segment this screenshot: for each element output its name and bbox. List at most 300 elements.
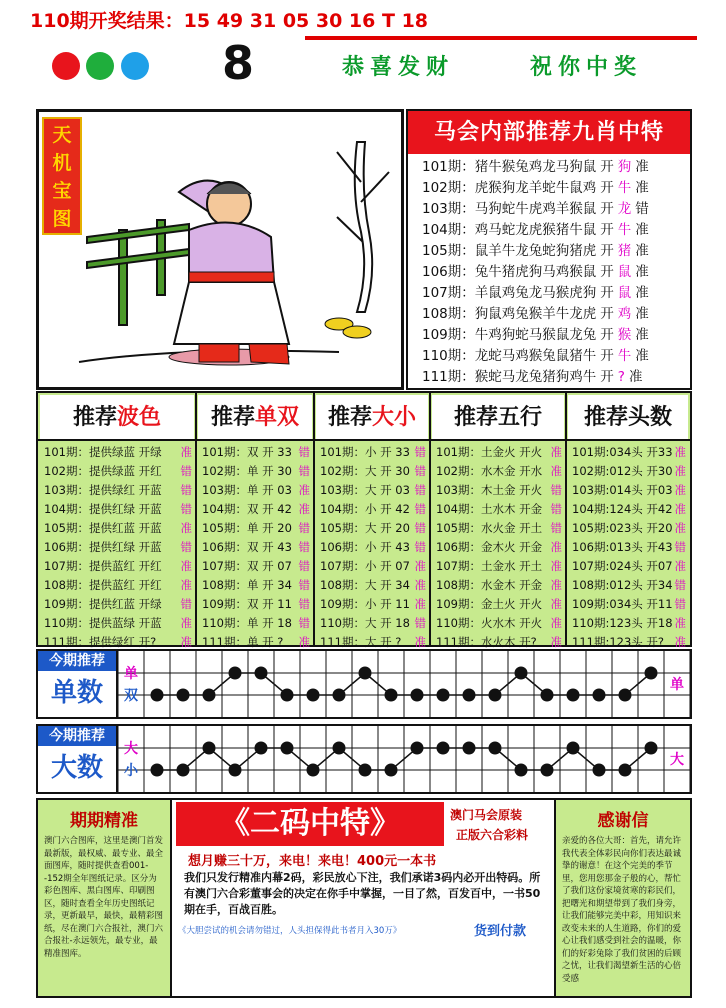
nine-open: 开 — [600, 222, 614, 238]
trend-point — [203, 689, 216, 702]
col-row — [44, 557, 192, 576]
col-row-result: 准 — [180, 635, 192, 649]
col-row-text: 103期:014头 开03 — [572, 483, 673, 497]
col-row-text: 106期：小 开 43 — [320, 540, 410, 554]
col-row — [436, 519, 562, 538]
col-row-result: 错 — [414, 464, 426, 478]
col-row-result: 错 — [298, 578, 310, 592]
col-row-result: 准 — [180, 559, 192, 573]
trend-point — [151, 689, 164, 702]
col-header-prefix: 推荐 — [453, 404, 498, 430]
col-row-result: 错 — [298, 464, 310, 478]
nine-zodiac-row — [422, 304, 649, 325]
col-row-text: 108期：提供蓝红 开红 — [44, 578, 162, 592]
col-row-result: 错 — [180, 483, 192, 497]
nine-res: 准 — [628, 369, 643, 385]
nine-animals: 羊鼠鸡兔龙马猴虎狗 — [474, 285, 597, 301]
trend-point — [645, 742, 658, 755]
trend-point — [385, 764, 398, 777]
nine-hit: 牛 — [617, 180, 632, 196]
col-row — [202, 614, 310, 633]
col-row-result: 准 — [550, 616, 562, 630]
trend-point — [229, 667, 242, 680]
col-row — [202, 595, 310, 614]
ad-right-panel — [554, 800, 690, 996]
col-header-4 — [568, 395, 688, 439]
col-row — [320, 614, 426, 633]
col-row-result: 错 — [180, 464, 192, 478]
nine-open: 开 — [600, 285, 614, 301]
nine-hit: 牛 — [617, 222, 632, 238]
nine-zodiac-title: 马会内部推荐九肖中特 — [408, 111, 690, 154]
trend-top-label: 单 — [124, 666, 138, 682]
col-row-result: 错 — [550, 483, 562, 497]
col-row-result: 错 — [550, 521, 562, 535]
slogan-left: 恭喜发财 — [342, 54, 455, 80]
nine-issue: 109期： — [422, 327, 475, 343]
trend-point — [333, 689, 346, 702]
nine-zodiac-row — [422, 262, 649, 283]
ad-body: 我们只发行精准内幕2码，彩民放心下注，我们承诺3码内必开出特码。所有澳门六合彩董事会的决定在你手中掌握，一目了然，百发百中，一书50期在手，百战百胜。 — [184, 871, 541, 916]
col-row-result: 准 — [674, 445, 686, 459]
col-row-text: 101期：土金火 开火 — [436, 445, 543, 459]
col-row-text: 108期:012头 开34 — [572, 578, 673, 592]
col-row-result: 错 — [414, 616, 426, 630]
col-row — [202, 576, 310, 595]
col-header-prefix: 推荐 — [72, 404, 117, 430]
col-row — [320, 538, 426, 557]
recommend-table — [36, 391, 692, 647]
col-row-result: 错 — [298, 597, 310, 611]
col-row — [436, 557, 562, 576]
col-row-result: 错 — [180, 502, 192, 516]
col-row-result: 错 — [674, 578, 686, 592]
col-row-text: 111期：单 开 ? — [202, 635, 284, 649]
col-row — [436, 595, 562, 614]
col-row-text: 101期：提供绿蓝 开绿 — [44, 445, 162, 459]
col-row — [202, 481, 310, 500]
nine-open: 开 — [600, 369, 614, 385]
col-row-result: 错 — [674, 540, 686, 554]
col-row-result: 错 — [414, 502, 426, 516]
col-row-result: 准 — [674, 559, 686, 573]
nine-open: 开 — [600, 264, 614, 280]
col-row-result: 错 — [674, 597, 686, 611]
col-row — [202, 500, 310, 519]
trend-point — [255, 667, 268, 680]
col-row — [320, 500, 426, 519]
nine-animals: 鼠羊牛龙兔蛇狗猪虎 — [474, 243, 597, 259]
trend-point — [463, 689, 476, 702]
col-header-key: 波色 — [117, 404, 162, 430]
trend-point — [489, 689, 502, 702]
trend-label-main: 大数 — [50, 753, 103, 783]
col-row-result: 准 — [550, 578, 562, 592]
trend-point — [411, 689, 424, 702]
col-row-text: 104期：双 开 42 — [202, 502, 292, 516]
col-row-result: 准 — [298, 483, 310, 497]
trend-point — [645, 667, 658, 680]
trend-point — [255, 742, 268, 755]
col-row-result: 准 — [298, 502, 310, 516]
nine-res: 准 — [635, 222, 649, 238]
col-row — [572, 443, 686, 462]
col-row-text: 102期:012头 开30 — [572, 464, 673, 478]
trend-point — [515, 667, 528, 680]
col-row-text: 105期：大 开 20 — [320, 521, 410, 535]
col-row-text: 102期：水木金 开水 — [436, 464, 543, 478]
nine-animals: 鸡马蛇龙虎猴猪牛鼠 — [474, 222, 597, 238]
col-row-text: 111期：大 开 ? — [320, 635, 402, 649]
col-row-text: 105期：水火金 开土 — [436, 521, 543, 535]
col-row — [572, 519, 686, 538]
ad-section — [36, 798, 692, 998]
nine-hit: 猪 — [617, 243, 632, 259]
trend-bottom-label: 双 — [124, 688, 138, 704]
col-row — [320, 519, 426, 538]
odd-even-trend — [36, 649, 692, 719]
col-header-prefix: 推荐 — [583, 404, 628, 430]
trend-bottom-label: 小 — [124, 763, 138, 779]
col-row-text: 108期：大 开 34 — [320, 578, 410, 592]
ad-left-panel — [38, 800, 172, 996]
trend-point — [307, 764, 320, 777]
ad-sub1: 澳门马会原装 — [450, 808, 523, 822]
trend-point — [567, 742, 580, 755]
trend-point — [307, 689, 320, 702]
col-header-3 — [432, 395, 564, 439]
trend-point — [463, 742, 476, 755]
ad-pay: 货到付款 — [474, 924, 527, 939]
trend-point — [281, 742, 294, 755]
col-header-key: 五行 — [498, 404, 543, 430]
col-row-text: 105期：提供红蓝 开蓝 — [44, 521, 162, 535]
red-ball-icon — [52, 52, 80, 80]
col-row — [436, 614, 562, 633]
trend-point — [541, 689, 554, 702]
col-row-text: 107期:024头 开07 — [572, 559, 673, 573]
trend-point — [541, 764, 554, 777]
col-divider — [313, 393, 315, 645]
col-row-result: 准 — [298, 635, 310, 649]
col-row-text: 110期：提供蓝绿 开蓝 — [44, 616, 162, 630]
col-row — [572, 481, 686, 500]
green-ball-icon — [86, 52, 114, 80]
col-row — [572, 462, 686, 481]
nine-issue: 104期： — [422, 222, 475, 238]
trend-point — [177, 689, 190, 702]
nine-res: 准 — [635, 264, 649, 280]
col-row — [202, 538, 310, 557]
col-row-text: 103期：大 开 03 — [320, 483, 410, 497]
nine-zodiac-row — [422, 346, 649, 367]
illustration-image — [39, 112, 401, 387]
trend-point — [177, 764, 190, 777]
col-divider — [429, 393, 431, 645]
col-row-text: 106期：提供红绿 开蓝 — [44, 540, 162, 554]
col-row — [436, 538, 562, 557]
nine-issue: 101期： — [422, 159, 475, 175]
col-row-text: 109期：金土火 开火 — [436, 597, 543, 611]
col-row-text: 110期:123头 开18 — [572, 616, 673, 630]
slogan-right: 祝你中奖 — [530, 54, 643, 80]
nine-animals: 龙蛇马鸡猴兔鼠猪牛 — [474, 348, 597, 364]
nine-animals: 猴蛇马龙兔猪狗鸡牛 — [474, 369, 597, 385]
col-row-text: 104期：提供红绿 开蓝 — [44, 502, 162, 516]
nine-hit: 狗 — [617, 159, 632, 175]
big-small-trend — [36, 724, 692, 794]
col-row-result: 错 — [550, 502, 562, 516]
col-header-key: 大小 — [372, 404, 417, 430]
trend-point — [203, 742, 216, 755]
nine-open: 开 — [600, 348, 614, 364]
nine-animals: 牛鸡狗蛇马猴鼠龙兔 — [474, 327, 597, 343]
col-row-result: 准 — [180, 578, 192, 592]
col-row — [572, 557, 686, 576]
col-row — [320, 595, 426, 614]
nine-open: 开 — [600, 327, 614, 343]
col-row — [202, 462, 310, 481]
col-row-result: 准 — [674, 521, 686, 535]
ad-sub2: 正版六合彩料 — [456, 828, 529, 842]
col-row-text: 111期:123头 开? — [572, 635, 665, 649]
col-row-result: 错 — [298, 445, 310, 459]
col-row-result: 准 — [674, 483, 686, 497]
nine-issue: 106期： — [422, 264, 475, 280]
col-row-text: 107期：土金水 开土 — [436, 559, 543, 573]
nine-animals: 马狗蛇牛虎鸡羊猴鼠 — [474, 201, 597, 217]
col-header-key: 单双 — [255, 404, 300, 430]
col-row — [320, 576, 426, 595]
col-row-result: 错 — [414, 540, 426, 554]
col-row-text: 110期：大 开 18 — [320, 616, 410, 630]
nine-zodiac-row — [422, 199, 649, 220]
trend-label-main: 单数 — [50, 678, 103, 708]
trend-point — [619, 764, 632, 777]
ad-left-text: 澳门六合图库，这里是澳门首发最新版，最权威、最专业、最全面图库，随时提供查看001--152期全年图纸记录。区分为彩色图库、黑白图库、印刷图区，随时查看全年历史图纸记录，更新最早，最快，最精彩图纸，尽在澳门六合报社，澳门六合报社-永远领先，最专业，最精准图库。 — [44, 836, 164, 959]
col-row-result: 准 — [550, 540, 562, 554]
col-row-text: 104期:124头 开42 — [572, 502, 673, 516]
col-row-text: 111期：提供绿红 开? — [44, 635, 157, 649]
nine-issue: 110期： — [422, 348, 475, 364]
col-row-result: 准 — [674, 616, 686, 630]
col-row — [44, 614, 192, 633]
trend-point — [151, 764, 164, 777]
header-divider-line — [38, 439, 690, 441]
col-row-result: 准 — [550, 464, 562, 478]
col-row-text: 101期：双 开 33 — [202, 445, 292, 459]
col-row — [320, 481, 426, 500]
col-row — [44, 481, 192, 500]
col-row-text: 102期：单 开 30 — [202, 464, 292, 478]
trend-label — [38, 651, 118, 717]
nine-res: 准 — [635, 243, 649, 259]
col-row — [44, 500, 192, 519]
col-row-text: 107期：小 开 07 — [320, 559, 410, 573]
col-row-text: 106期：金木火 开金 — [436, 540, 543, 554]
trend-point — [359, 764, 372, 777]
nine-open: 开 — [600, 306, 614, 322]
col-divider — [565, 393, 567, 645]
ad-foot: 《大胆尝试的机会请勿错过，人头担保得此书者月入30万》 — [178, 926, 402, 936]
header-divider — [305, 36, 697, 40]
col-header-prefix: 推荐 — [327, 404, 372, 430]
nine-zodiac-row — [422, 325, 649, 346]
col-row-text: 107期：双 开 07 — [202, 559, 292, 573]
nine-zodiac-panel — [406, 109, 692, 390]
trend-chart — [118, 726, 690, 792]
col-row-text: 104期：小 开 42 — [320, 502, 410, 516]
nine-res: 准 — [635, 159, 649, 175]
col-header-prefix: 推荐 — [210, 404, 255, 430]
col-row — [572, 538, 686, 557]
col-row-text: 105期：单 开 20 — [202, 521, 292, 535]
nine-hit: 鼠 — [617, 264, 632, 280]
col-row-text: 106期：双 开 43 — [202, 540, 292, 554]
nine-issue: 102期： — [422, 180, 475, 196]
col-row — [436, 481, 562, 500]
nine-zodiac-row — [422, 241, 649, 262]
col-row — [44, 595, 192, 614]
col-row-result: 准 — [674, 464, 686, 478]
nine-issue: 108期： — [422, 306, 475, 322]
issue-digit: 8 — [222, 36, 255, 90]
trend-point — [619, 689, 632, 702]
col-row-result: 准 — [550, 635, 562, 649]
nine-zodiac-row — [422, 220, 649, 241]
col-row — [44, 462, 192, 481]
col-row-result: 准 — [414, 597, 426, 611]
ad-slogan: 想月赚三十万，来电！来电！400元一本书 — [188, 854, 437, 869]
ad-left-title: 期期精准 — [70, 811, 138, 831]
nine-hit: 龙 — [617, 201, 632, 217]
trend-point — [593, 689, 606, 702]
nine-animals: 猪牛猴兔鸡龙马狗鼠 — [474, 159, 597, 175]
nine-res: 准 — [635, 285, 649, 301]
col-row — [202, 519, 310, 538]
col-row — [572, 500, 686, 519]
col-header-key: 头数 — [628, 404, 673, 430]
col-row — [572, 595, 686, 614]
col-row-result: 错 — [414, 483, 426, 497]
col-row-text: 103期：提供绿红 开蓝 — [44, 483, 162, 497]
col-row — [202, 443, 310, 462]
nine-animals: 兔牛猪虎狗马鸡猴鼠 — [474, 264, 597, 280]
nine-open: 开 — [600, 243, 614, 259]
nine-zodiac-row — [422, 283, 649, 304]
col-row-text: 103期：单 开 03 — [202, 483, 292, 497]
nine-res: 准 — [635, 180, 649, 196]
col-row-result: 准 — [550, 597, 562, 611]
col-row — [44, 538, 192, 557]
col-row-text: 105期:023头 开20 — [572, 521, 673, 535]
col-row-text: 101期：小 开 33 — [320, 445, 410, 459]
col-row-result: 准 — [414, 635, 426, 649]
col-row-text: 110期：单 开 18 — [202, 616, 292, 630]
draw-result: 110期开奖结果：15 49 31 05 30 16 T 18 — [30, 10, 429, 32]
trend-label-top: 今期推荐 — [38, 726, 116, 746]
ad-right-title: 感谢信 — [597, 811, 649, 831]
col-row — [436, 576, 562, 595]
nine-open: 开 — [600, 159, 614, 175]
trend-point — [359, 667, 372, 680]
nine-hit: 鼠 — [617, 285, 632, 301]
col-row-text: 109期：小 开 11 — [320, 597, 410, 611]
nine-animals: 狗鼠鸡兔猴羊牛龙虎 — [474, 306, 597, 322]
ad-right-text: 亲爱的各位大哥：首先，请允许我代表全体彩民向你们表达最诚挚的谢意！在这个完美的季节里，您用您那金子般的心，帮忙了我们这份家境贫寒的彩民们，把曙光和期望带到了我们身旁，让我们能够完美中彩，用知识来改变未来的人生道路，你们的爱心让我们感受到社会的温暖，你们的好彩兔除了我们贫困的后顾之忧，让我们渴望新生活的心倍受感 — [562, 836, 682, 984]
ad-center-panel — [174, 800, 554, 996]
col-row — [44, 443, 192, 462]
col-row-result: 错 — [298, 616, 310, 630]
nine-res: 准 — [635, 306, 649, 322]
nine-res: 准 — [635, 327, 649, 343]
nine-animals: 虎猴狗龙羊蛇牛鼠鸡 — [474, 180, 597, 196]
col-row-result: 准 — [414, 578, 426, 592]
trend-point — [437, 742, 450, 755]
col-row-text: 109期：提供红蓝 开绿 — [44, 597, 162, 611]
col-row — [202, 557, 310, 576]
col-row-result: 错 — [298, 559, 310, 573]
illustration-panel — [36, 109, 404, 390]
col-row — [572, 614, 686, 633]
col-row-result: 错 — [180, 597, 192, 611]
col-header-2 — [316, 395, 428, 439]
nine-open: 开 — [600, 180, 614, 196]
col-row-text: 104期：土水木 开金 — [436, 502, 543, 516]
image-badge: 天机宝图 — [42, 117, 82, 235]
col-row-text: 109期：双 开 11 — [202, 597, 292, 611]
col-row-result: 准 — [180, 616, 192, 630]
nine-issue: 103期： — [422, 201, 475, 217]
ad-big-title: 《二码中特》 — [176, 802, 444, 846]
blue-ball-icon — [121, 52, 149, 80]
trend-point — [437, 689, 450, 702]
trend-label — [38, 726, 118, 792]
col-row-result: 准 — [674, 502, 686, 516]
trend-point — [333, 742, 346, 755]
col-row — [436, 462, 562, 481]
col-row-text: 106期:013头 开43 — [572, 540, 673, 554]
col-row-text: 102期：提供绿蓝 开红 — [44, 464, 162, 478]
col-row-text: 110期：火水木 开火 — [436, 616, 543, 630]
col-row-text: 101期:034头 开33 — [572, 445, 673, 459]
col-row-result: 准 — [674, 635, 686, 649]
col-row-text: 107期：提供蓝红 开红 — [44, 559, 162, 573]
trend-label-top: 今期推荐 — [38, 651, 116, 671]
trend-point — [411, 742, 424, 755]
nine-issue: 107期： — [422, 285, 475, 301]
col-row — [320, 557, 426, 576]
nine-hit: 猴 — [617, 327, 632, 343]
nine-zodiac-row — [422, 367, 642, 388]
col-row-result: 准 — [550, 445, 562, 459]
nine-open: 开 — [600, 201, 614, 217]
trend-point — [229, 764, 242, 777]
nine-hit: 鸡 — [617, 306, 632, 322]
col-row-result: 错 — [414, 521, 426, 535]
trend-point — [489, 742, 502, 755]
col-row-result: 准 — [550, 559, 562, 573]
trend-pick-label: 单 — [670, 677, 684, 693]
col-row-result: 错 — [414, 445, 426, 459]
col-row — [320, 462, 426, 481]
col-row-result: 错 — [298, 540, 310, 554]
col-row-text: 109期:034头 开11 — [572, 597, 673, 611]
trend-point — [385, 689, 398, 702]
nine-zodiac-row — [422, 157, 649, 178]
nine-hit: 牛 — [617, 348, 632, 364]
col-row — [44, 576, 192, 595]
